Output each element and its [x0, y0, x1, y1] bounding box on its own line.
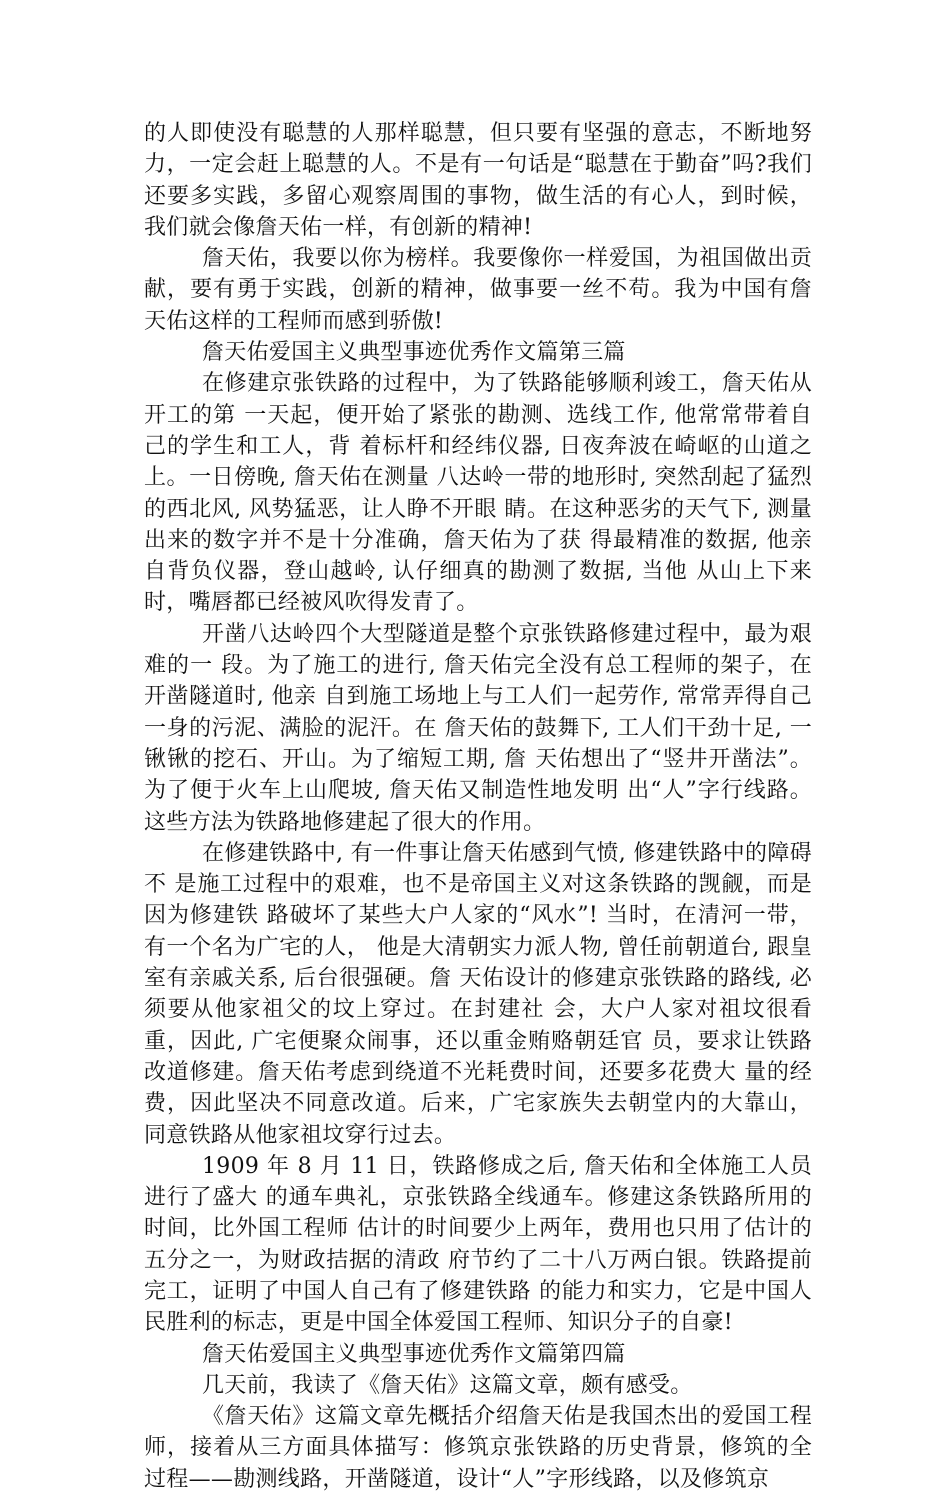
paragraph-obstacle: 在修建铁路中, 有一件事让詹天佑感到气愤, 修建铁路中的障碍不 是施工过程中的艰难，也不是帝国主义对这条铁路的觊觎，而是因为修建铁 路破坏了某些大户人家的“风水”! 当时，在清河一带，有一个名为广宅的人， 他是大清朝实力派人物, 曾任前朝道台, 跟皇室有亲戚关系, 后台很强硬。詹 天佑设计的修建京张铁路的路线, 必须要从他家祖父的坟上穿过。在封建社 会，大户人家对祖坟很看重，因此, 广宅便聚众闹事，还以重金贿赂朝廷官 员，要求让铁路改道修建。詹天佑考虑到绕道不光耗费时间，还要多花费大 量的经费，因此坚决不同意改道。后来，广宅家族失去朝堂内的大靠山，同意铁路从他家祖坟穿行过去。 [144, 840, 812, 1148]
section-heading-fourth: 詹天佑爱国主义典型事迹优秀作文篇第四篇 [202, 1341, 626, 1367]
paragraph-role-model: 詹天佑，我要以你为榜样。我要像你一样爱国，为祖国做出贡献，要有勇于实践，创新的精神，做事要一丝不苟。我为中国有詹天佑这样的工程师而感到骄傲! [144, 246, 812, 334]
paragraph-continuation: 的人即使没有聪慧的人那样聪慧，但只要有坚强的意志，不断地努力，一定会赶上聪慧的人。不是有一句话是“聪慧在于勤奋”吗?我们还要多实践，多留心观察周围的事物，做生活的有心人，到时候，我们就会像詹天佑一样，有创新的精神! [144, 121, 812, 240]
section-heading-third: 詹天佑爱国主义典型事迹优秀作文篇第三篇 [202, 340, 626, 366]
paragraph-summary: 《詹天佑》这篇文章先概括介绍詹天佑是我国杰出的爱国工程师，接着从三方面具体描写：修筑京张铁路的历史背景，修筑的全过程——勘测线路，开凿隧道，设计“人”字形线路，以及修筑京 [144, 1404, 812, 1492]
paragraph-completion: 1909 年 8 月 11 日，铁路修成之后, 詹天佑和全体施工人员进行了盛大 的通车典礼，京张铁路全线通车。修建这条铁路所用的时间，比外国工程师 估计的时间要少上两年，费用也只用了估计的五分之一，为财政拮据的清政 府节约了二十八万两白银。铁路提前完工，证明了中国人自己有了修建铁路 的能力和实力，它是中国人民胜利的标志，更是中国全体爱国工程师、知识分子的自豪! [144, 1153, 812, 1336]
document-body [144, 118, 812, 1495]
paragraph-survey: 在修建京张铁路的过程中，为了铁路能够顺利竣工，詹天佑从开工的第 一天起，便开始了紧张的勘测、选线工作, 他常常带着自己的学生和工人，背 着标杆和经纬仪器, 日夜奔波在崎岖的山道之上。一日傍晚, 詹天佑在测量 八达岭一带的地形时, 突然刮起了猛烈的西北风, 风势猛恶，让人睁不开眼 睛。在这种恶劣的天气下, 测量出来的数字并不是十分准确，詹天佑为了获 得最精准的数据, 他亲自背负仪器，登山越岭, 认仔细真的勘测了数据, 当他 从山上下来时，嘴唇都已经被风吹得发青了。 [144, 371, 812, 616]
paragraph-reading: 几天前，我读了《詹天佑》这篇文章，颇有感受。 [202, 1372, 693, 1398]
paragraph-tunnels: 开凿八达岭四个大型隧道是整个京张铁路修建过程中，最为艰难的一 段。为了施工的进行, 詹天佑完全没有总工程师的架子，在开凿隧道时, 他亲 自到施工场地上与工人们一起劳作, 常常弄得自己一身的污泥、满脸的泥汗。在 詹天佑的鼓舞下, 工人们干劲十足, 一锹锹的挖石、开山。为了缩短工期, 詹 天佑想出了“竖井开凿法”。为了便于火车上山爬坡, 詹天佑又制造性地发明 出“人”字行线路。这些方法为铁路地修建起了很大的作用。 [144, 621, 812, 835]
